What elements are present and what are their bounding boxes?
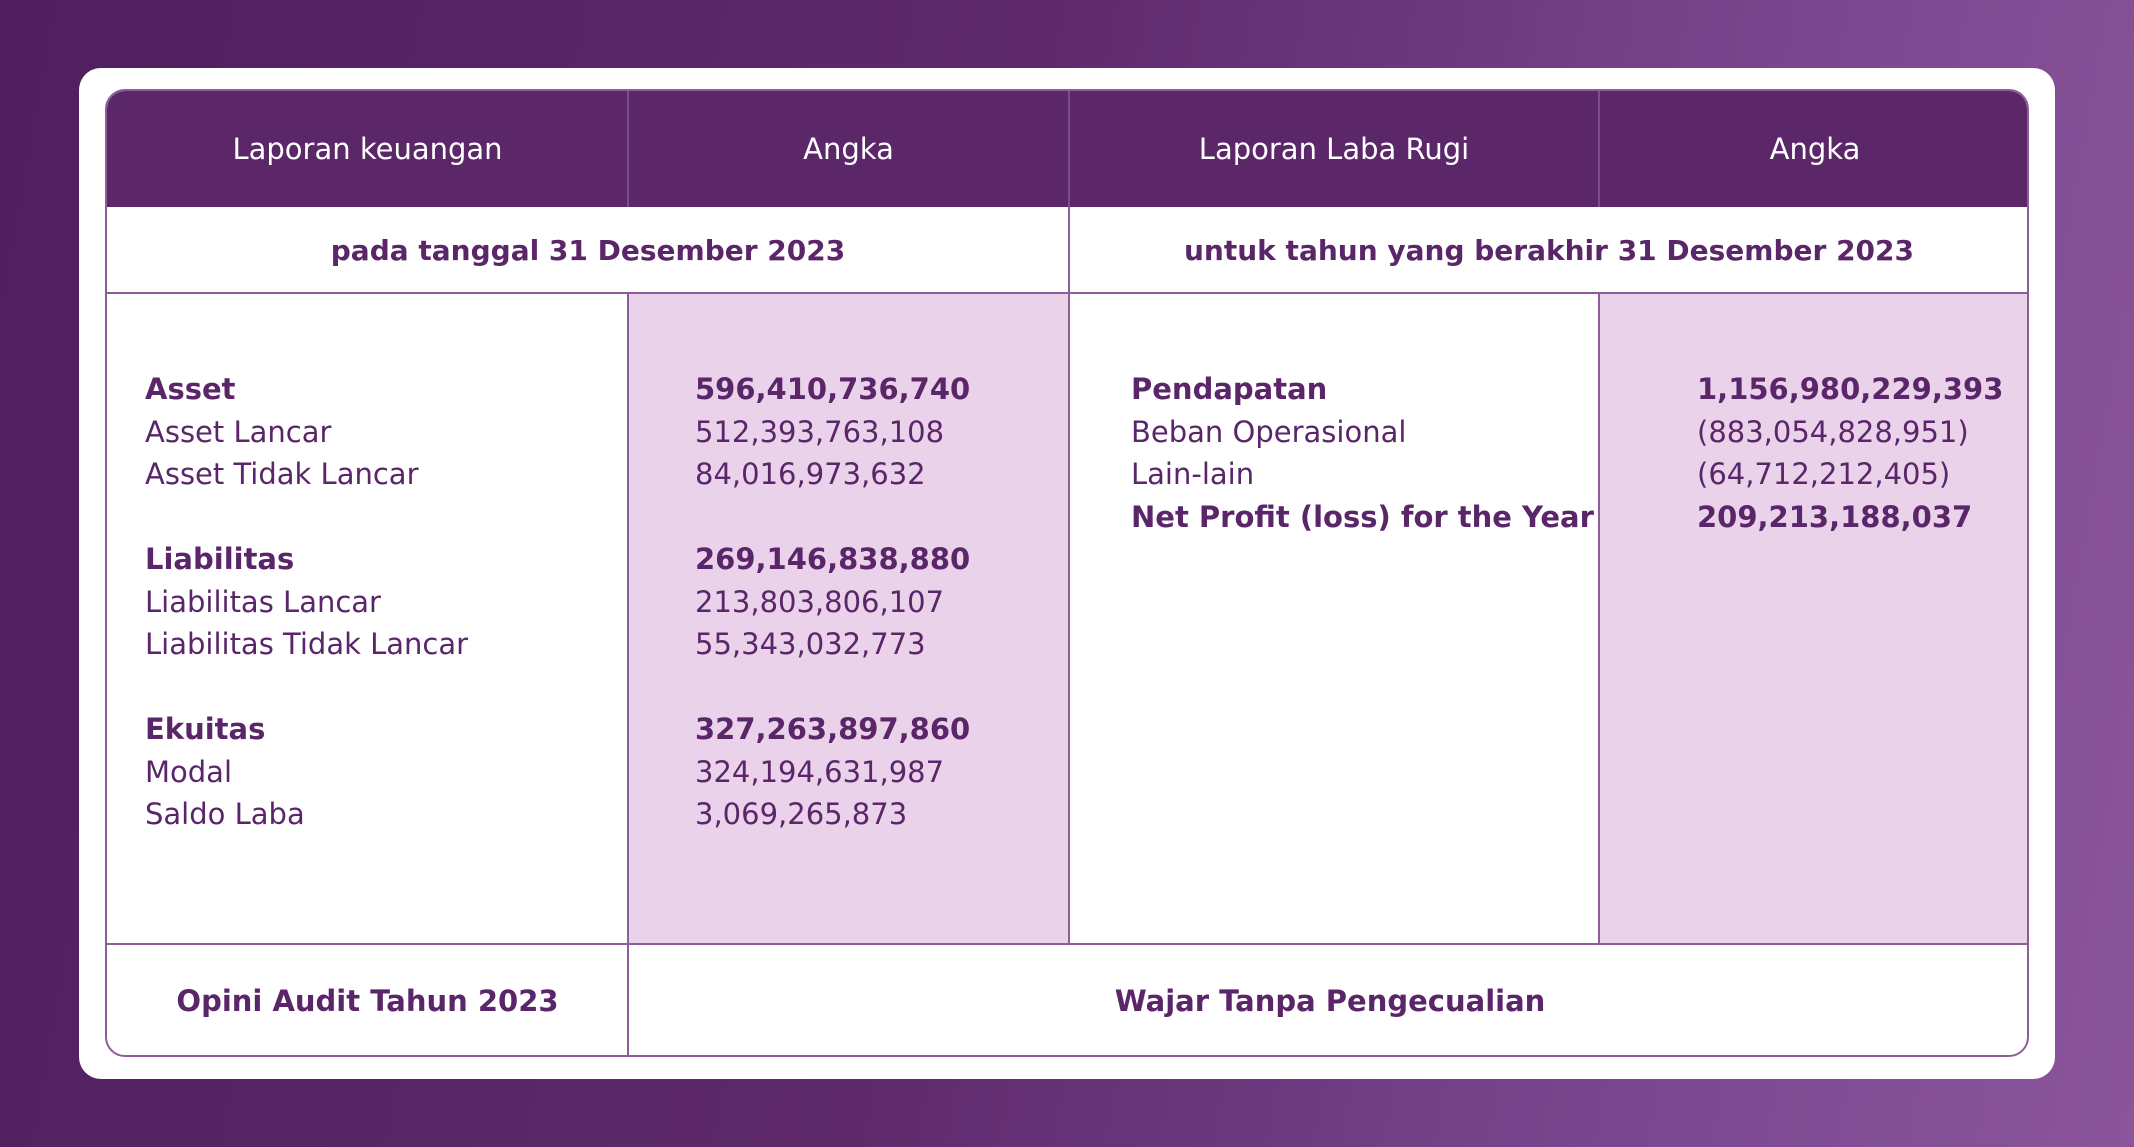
asset-lancar-value: 512,393,763,108 (695, 414, 945, 449)
income-statement-values (1697, 368, 2003, 538)
asset-tidak-lancar-value: 84,016,973,632 (695, 457, 926, 491)
header-divider (1068, 91, 1070, 207)
pendapatan-value: 1,156,980,229,393 (1697, 372, 2004, 406)
header-laporan-keuangan: Laporan keuangan (107, 91, 628, 207)
header-divider (1598, 91, 1600, 207)
column-divider (1068, 294, 1070, 944)
audit-opinion-value: Wajar Tanpa Pengecualian (1114, 983, 1546, 1018)
asset-label: Asset (145, 372, 236, 406)
column-divider (1598, 294, 1600, 944)
net-profit-value: 209,213,188,037 (1697, 499, 1973, 534)
balance-sheet-date: pada tanggal 31 Desember 2023 (330, 233, 846, 267)
asset-tidak-lancar-label: Asset Tidak Lancar (145, 457, 419, 491)
header-angka-balance: Angka (628, 91, 1069, 207)
balance-sheet-values (695, 368, 970, 836)
asset-value: 596,410,736,740 (695, 372, 971, 406)
audit-opinion-label: Opini Audit Tahun 2023 (176, 983, 559, 1018)
liabilitas-tidak-lancar-value: 55,343,032,773 (695, 627, 926, 661)
financial-summary-table (105, 89, 2029, 1057)
modal-value: 324,194,631,987 (695, 754, 945, 789)
net-profit-label: Net Profit (loss) for the Year (1131, 499, 1594, 534)
header-divider (627, 91, 629, 207)
income-statement-period: untuk tahun yang berakhir 31 Desember 2023 (1184, 233, 1914, 267)
ekuitas-label: Ekuitas (145, 712, 266, 746)
liabilitas-lancar-label: Liabilitas Lancar (145, 584, 381, 619)
modal-label: Modal (145, 754, 232, 789)
pendapatan-label: Pendapatan (1131, 372, 1328, 406)
saldo-laba-label: Saldo Laba (145, 797, 305, 831)
header-angka-income: Angka (1599, 91, 2029, 207)
lain-lain-label: Lain-lain (1131, 457, 1255, 491)
balance-sheet-labels (145, 368, 468, 836)
beban-operasional-value: (883,054,828,951) (1697, 414, 1969, 449)
lain-lain-value: (64,712,212,405) (1697, 457, 1951, 491)
income-statement-labels (1131, 368, 1594, 538)
ekuitas-value: 327,263,897,860 (695, 712, 971, 746)
liabilitas-lancar-value: 213,803,806,107 (695, 584, 945, 619)
column-divider (627, 294, 629, 944)
beban-operasional-label: Beban Operasional (1131, 414, 1407, 449)
liabilitas-value: 269,146,838,880 (695, 542, 971, 576)
asset-lancar-label: Asset Lancar (145, 414, 332, 449)
saldo-laba-value: 3,069,265,873 (695, 797, 908, 831)
column-divider (1068, 207, 1070, 293)
header-laporan-laba-rugi: Laporan Laba Rugi (1069, 91, 1599, 207)
liabilitas-label: Liabilitas (145, 542, 295, 576)
liabilitas-tidak-lancar-label: Liabilitas Tidak Lancar (145, 627, 469, 661)
